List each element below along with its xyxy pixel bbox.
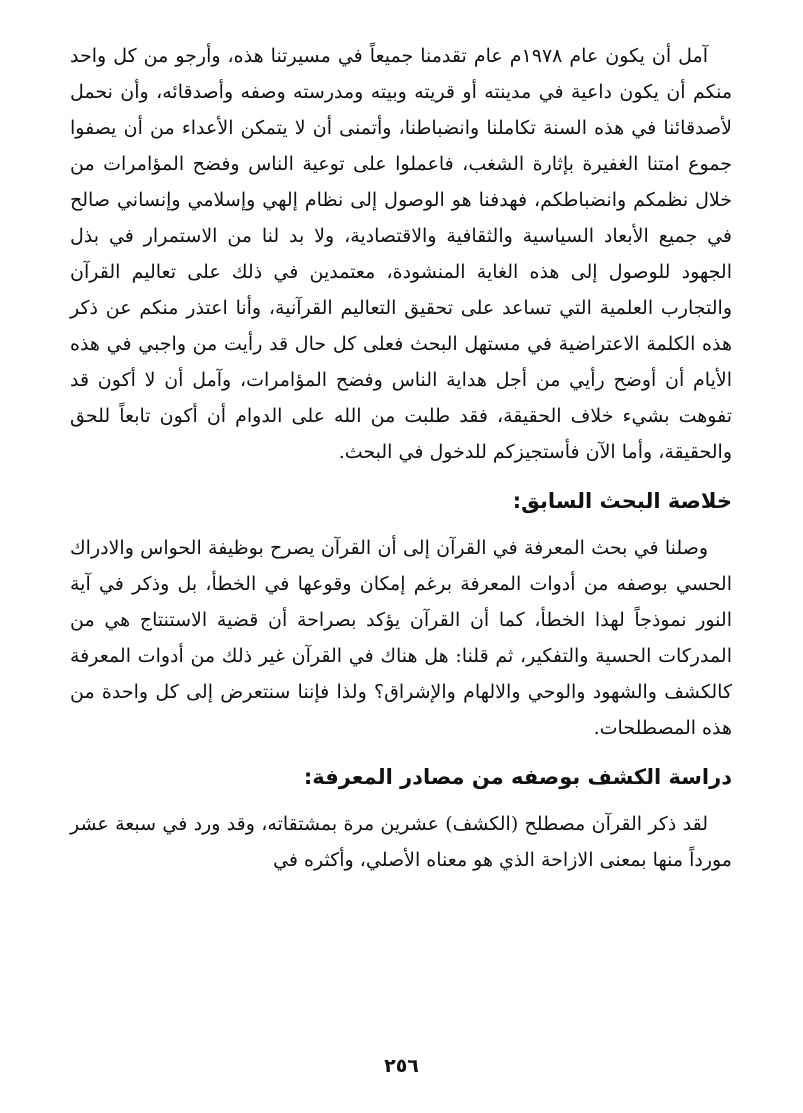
paragraph-2: وصلنا في بحث المعرفة في القرآن إلى أن القرآن يصرح بوظيفة الحواس والادراك الحسي بوصفه من أدوات المعرفة برغم إمكان وقوعها في الخطأ، بل وذكر في آية النور نموذجاً لهذا الخطأ، كما أن القرآن يؤكد بصراحة أن قضية الاستنتاج هي من المدركات الحسية والتفكير، ثم قلنا: هل هناك في القرآن غير ذلك من أدوات المعرفة كالكشف والشهود والوحي والالهام والإشراق؟ ولذا فإننا سنتعرض إلى كل واحدة من هذه المصطلحات. (70, 537, 732, 739)
paragraph-3: لقد ذكر القرآن مصطلح (الكشف) عشرين مرة بمشتقاته، وقد ورد في سبعة عشر مورداً منها بمعنى الازاحة الذي هو معناه الأصلي، وأكثره في (70, 813, 732, 871)
paragraph-1: آمل أن يكون عام ١٩٧٨م عام تقدمنا جميعاً في مسيرتنا هذه، وأرجو من كل واحد منكم أن يكون داعية في مدينته أو قريته وبيته ومدرسته وصفه وأصدقائه، وأن نحمل لأصدقائنا في هذه السنة تكاملنا وانضباطنا، وأتمنى أن لا يتمكن الأعداء من أن يصفوا جموع امتنا الغفيرة بإثارة الشغب، فاعملوا على توعية الناس وفضح المؤامرات من خلال نظمكم وانضباطكم، فهدفنا هو الوصول إلى نظام إلهي وإسلامي وإنساني صالح في جميع الأبعاد السياسية والثقافية والاقتصادية، ولا بد لنا من الاستمرار في بذل الجهود للوصول إلى هذه الغاية المنشودة، معتمدين في ذلك على تعاليم القرآن والتجارب العلمية التي تساعد على تحقيق التعاليم القرآنية، وأنا اعتذر منكم عن ذكر هذه الكلمة الاعتراضية في مستهل البحث فعلى كل حال قد رأيت من واجبي في هذه الأيام أن أوضح رأيي من أجل هداية الناس وفضح المؤامرات، وآمل أن لا أكون قد تفوهت بشيء خلاف الحقيقة، فقد طلبت من الله على الدوام أن أكون تابعاً للحق والحقيقة، وأما الآن فأستجيزكم للدخول في البحث. (70, 45, 733, 463)
page-body (70, 38, 732, 878)
heading-previous-summary: خلاصة البحث السابق: (512, 489, 732, 513)
page-number: ٢٥٦ (384, 1055, 419, 1077)
heading-kashf-study: دراسة الكشف بوصفه من مصادر المعرفة: (303, 765, 732, 789)
